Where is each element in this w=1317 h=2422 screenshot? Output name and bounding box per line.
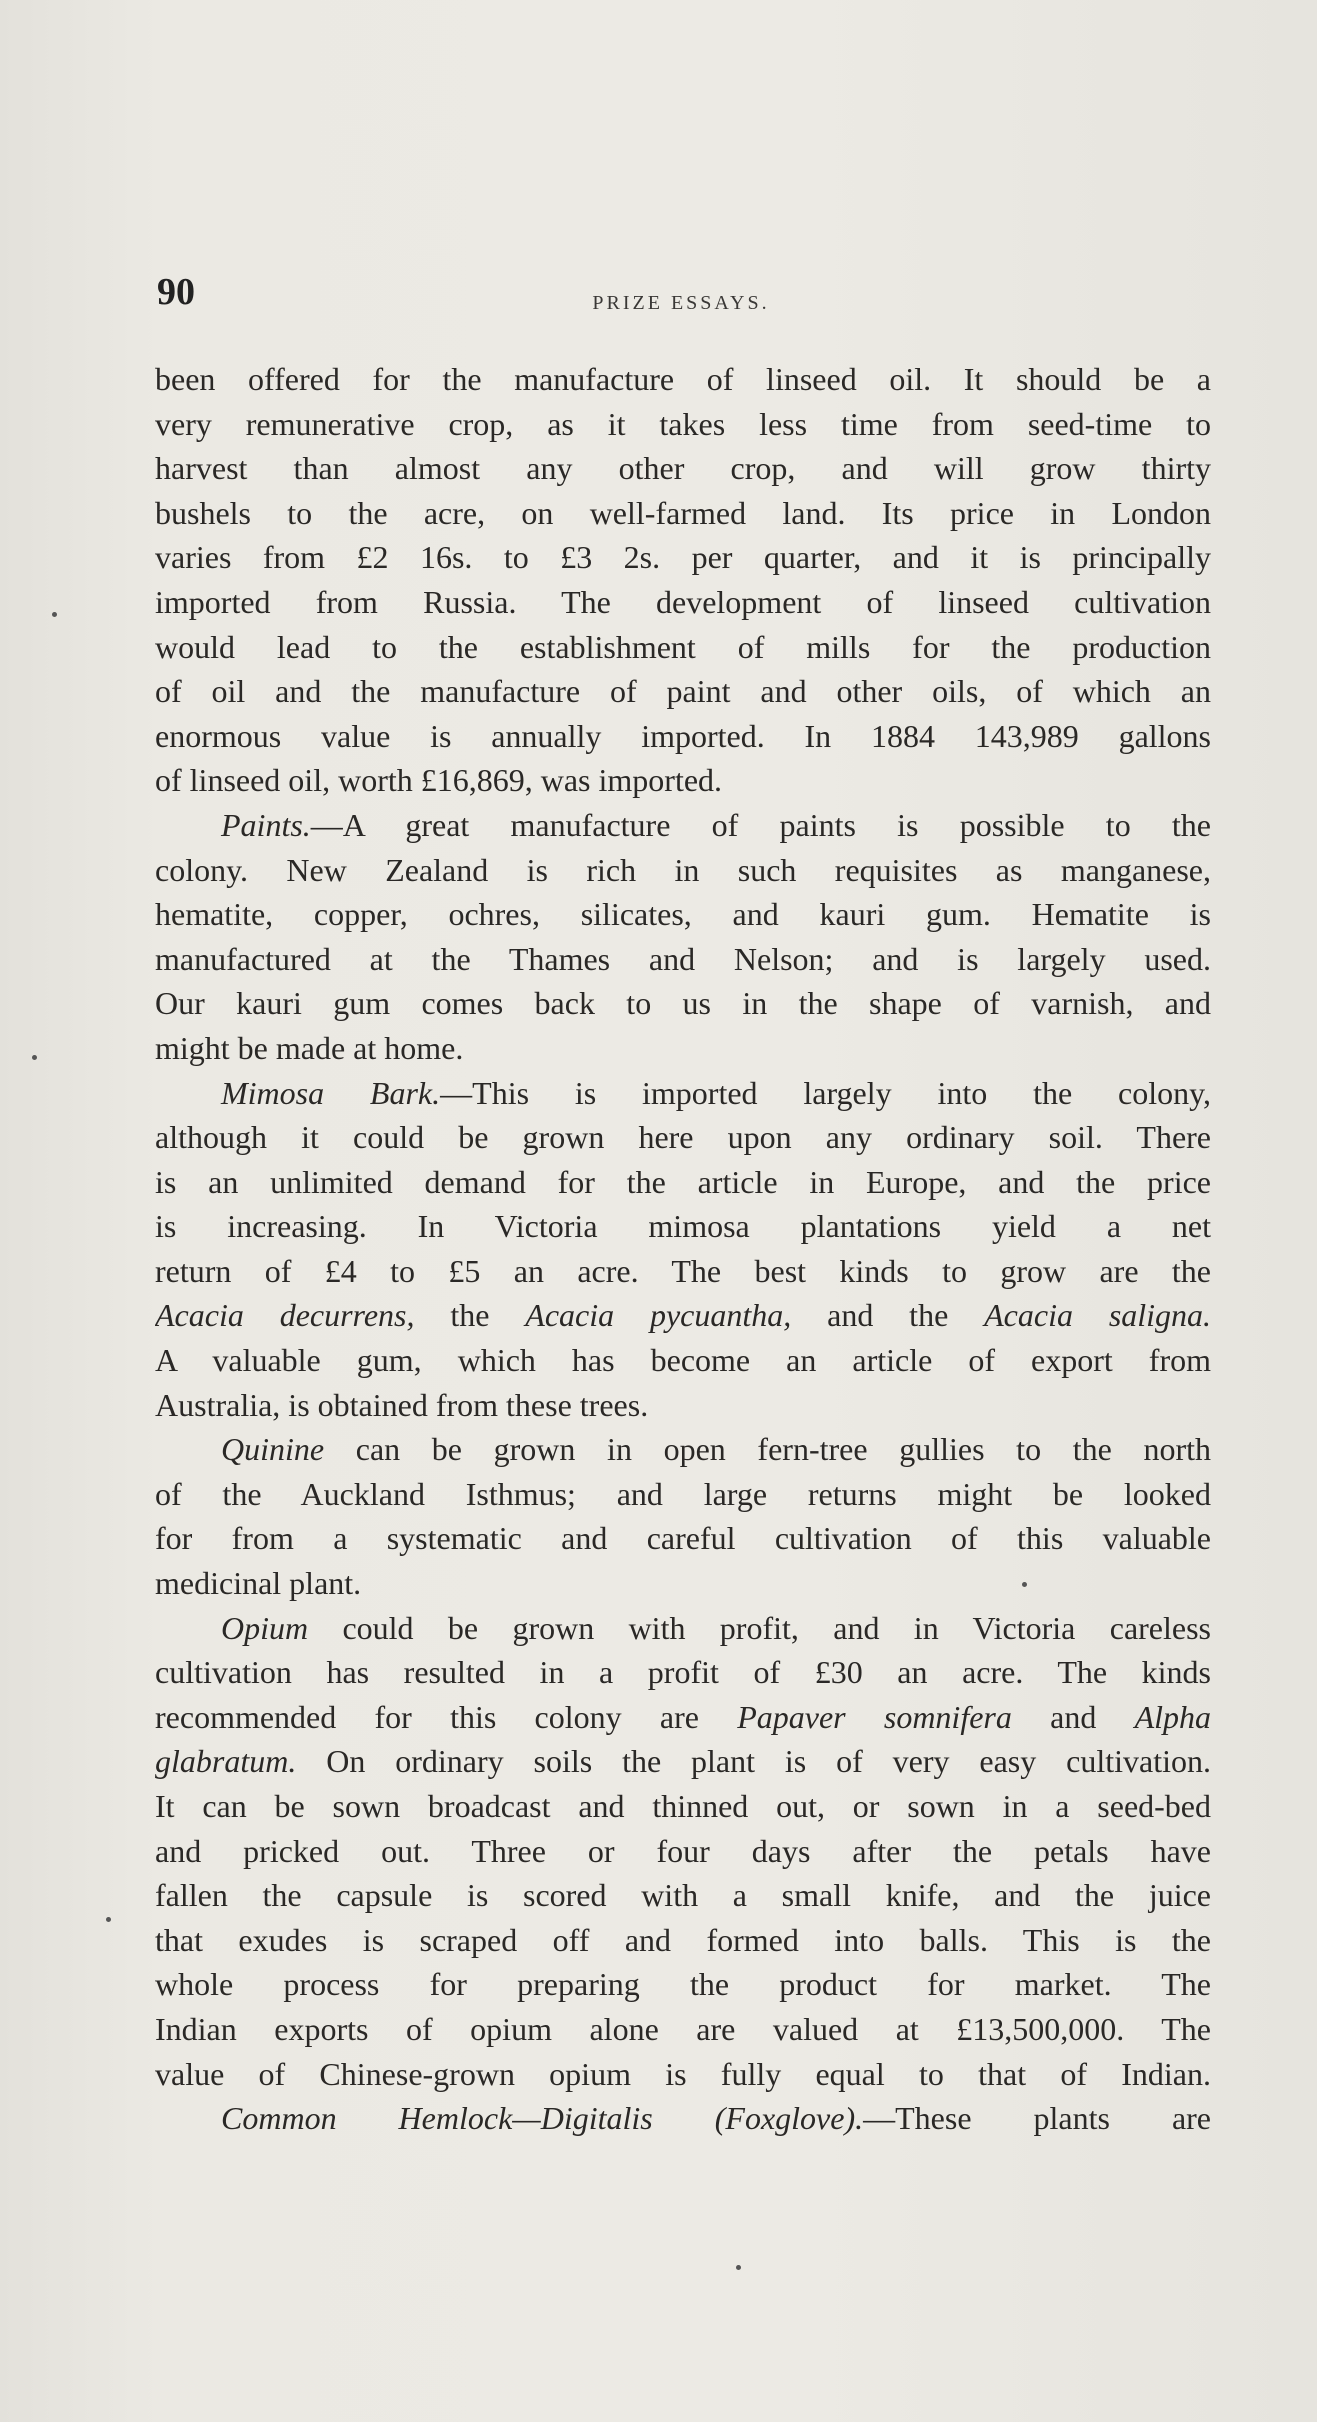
print-speck [106, 1917, 111, 1922]
text-run: can be grown in open fern-tree gullies to the north [324, 1431, 1211, 1468]
text-run: manufactured at the Thames and Nelson; and is largely used. [155, 940, 1211, 977]
text-run: would lead to the establishment of mills for the production [155, 628, 1211, 665]
text-line [155, 1160, 1211, 1205]
text-run: value of Chinese-grown opium is fully equal to that of Indian. [155, 2055, 1211, 2092]
text-line [155, 2007, 1211, 2052]
text-run: On ordinary soils the plant is of very easy cultivation. [296, 1743, 1211, 1780]
print-speck [32, 1055, 37, 1060]
text-line [155, 1427, 1211, 1472]
text-line [155, 714, 1211, 759]
text-line [155, 1561, 1211, 1606]
text-run: bushels to the acre, on well-farmed land. Its price in London [155, 494, 1211, 531]
text-line [155, 1739, 1211, 1784]
text-run: very remunerative crop, as it takes less time from seed-time to [155, 405, 1211, 442]
text-run: imported from Russia. The development of linseed cultivation [155, 583, 1211, 620]
text-line [155, 1026, 1211, 1071]
text-line [155, 1383, 1211, 1428]
text-run: enormous value is annually imported. In 1884 143,989 gallons [155, 717, 1211, 754]
text-run: Indian exports of opium alone are valued at £13,500,000. The [155, 2010, 1211, 2047]
text-run: recommended for this colony are [155, 1698, 738, 1735]
text-run: hematite, copper, ochres, silicates, and kauri gum. Hematite is [155, 896, 1211, 933]
running-head: PRIZE ESSAYS. [592, 292, 770, 314]
text-line [155, 848, 1211, 893]
text-run: fallen the capsule is scored with a small knife, and the juice [155, 1877, 1211, 1914]
text-run: and [1011, 1698, 1135, 1735]
text-run: It can be sown broadcast and thinned out, or sown in a seed-bed [155, 1788, 1211, 1824]
italic-term: Papaver somnifera [737, 1698, 1012, 1735]
text-line [155, 580, 1211, 625]
text-line [155, 446, 1211, 491]
text-run: colony. New Zealand is rich in such requisites as manganese, [155, 851, 1211, 888]
text-run: —These plants are [863, 2100, 1211, 2137]
text-run: for from a systematic and careful cultivation of this valuable [155, 1520, 1211, 1557]
text-line [155, 1695, 1211, 1740]
text-line [155, 1918, 1211, 1963]
text-run: cultivation has resulted in a profit of £30 an acre. The kinds [155, 1654, 1211, 1691]
text-run: Our kauri gum comes back to us in the shape of varnish, and [155, 985, 1211, 1022]
print-speck [736, 2265, 741, 2270]
italic-term: Acacia pycuantha, [525, 1297, 792, 1334]
text-line [155, 1650, 1211, 1695]
text-line [155, 535, 1211, 580]
text-run: of the Auckland Isthmus; and large returns might be looked [155, 1475, 1211, 1512]
text-run: medicinal plant. [155, 1565, 362, 1602]
print-speck [1022, 1582, 1027, 1587]
text-line [155, 1249, 1211, 1294]
text-run: varies from £2 16s. to £3 2s. per quarter, and it is principally [155, 539, 1211, 576]
text-run: A valuable gum, which has become an article of export from [155, 1342, 1211, 1379]
text-run: the [414, 1297, 526, 1334]
text-run: whole process for preparing the product for market. The [155, 1966, 1211, 2003]
text-run: Australia, is obtained from these trees. [155, 1386, 649, 1423]
text-line [155, 1873, 1211, 1918]
text-run: harvest than almost any other crop, and will grow thirty [155, 450, 1211, 487]
italic-term: Acacia saligna. [984, 1297, 1211, 1334]
text-line [155, 758, 1211, 803]
text-line [155, 1293, 1211, 1338]
text-line [155, 1606, 1211, 1651]
text-line [155, 1516, 1211, 1561]
text-run: and pricked out. Three or four days after the petals have [155, 1832, 1211, 1869]
text-line [155, 402, 1211, 447]
text-run: although it could be grown here upon any ordinary soil. There [155, 1119, 1211, 1156]
italic-term: Acacia decurrens, [155, 1297, 415, 1334]
text-line [155, 357, 1211, 402]
italic-term: Paints. [221, 806, 311, 843]
text-run: —This is imported largely into the colony, [440, 1074, 1211, 1111]
page-number: 90 [157, 271, 195, 313]
text-line [155, 669, 1211, 714]
text-line [155, 1338, 1211, 1383]
italic-term: glabratum. [155, 1743, 297, 1780]
text-line [155, 1115, 1211, 1160]
text-line [155, 2096, 1211, 2141]
italic-term: Common Hemlock—Digitalis (Foxglove). [221, 2100, 864, 2137]
text-run: —A great manufacture of paints is possible to the [310, 806, 1211, 843]
text-run: that exudes is scraped off and formed into balls. This is the [155, 1921, 1211, 1958]
italic-term: Opium [221, 1609, 309, 1646]
text-line [155, 1829, 1211, 1874]
text-line [155, 491, 1211, 536]
text-line [155, 1784, 1211, 1829]
text-run: return of £4 to £5 an acre. The best kinds to grow are the [155, 1252, 1211, 1289]
text-line [155, 1204, 1211, 1249]
text-run: might be made at home. [155, 1029, 464, 1066]
text-line [155, 892, 1211, 937]
print-speck [52, 612, 57, 617]
text-run: been offered for the manufacture of linseed oil. It should be a [155, 361, 1211, 397]
italic-term: Alpha [1134, 1698, 1211, 1735]
text-run: and the [791, 1297, 985, 1334]
text-run: of oil and the manufacture of paint and other oils, of which an [155, 673, 1211, 710]
text-line [155, 937, 1211, 982]
body-text [155, 357, 1211, 2141]
text-run: could be grown with profit, and in Victoria careless [308, 1609, 1211, 1646]
text-line [155, 803, 1211, 848]
text-line [155, 981, 1211, 1026]
page-header [150, 270, 1212, 320]
italic-term: Mimosa Bark. [221, 1074, 441, 1111]
italic-term: Quinine [221, 1431, 325, 1468]
text-line [155, 2052, 1211, 2097]
text-run: of linseed oil, worth £16,869, was imported. [155, 762, 723, 799]
text-run: is an unlimited demand for the article in Europe, and the price [155, 1163, 1211, 1200]
text-line [155, 1472, 1211, 1517]
text-line [155, 1071, 1211, 1116]
text-line [155, 1962, 1211, 2007]
text-run: is increasing. In Victoria mimosa plantations yield a net [155, 1208, 1211, 1245]
text-line [155, 625, 1211, 670]
